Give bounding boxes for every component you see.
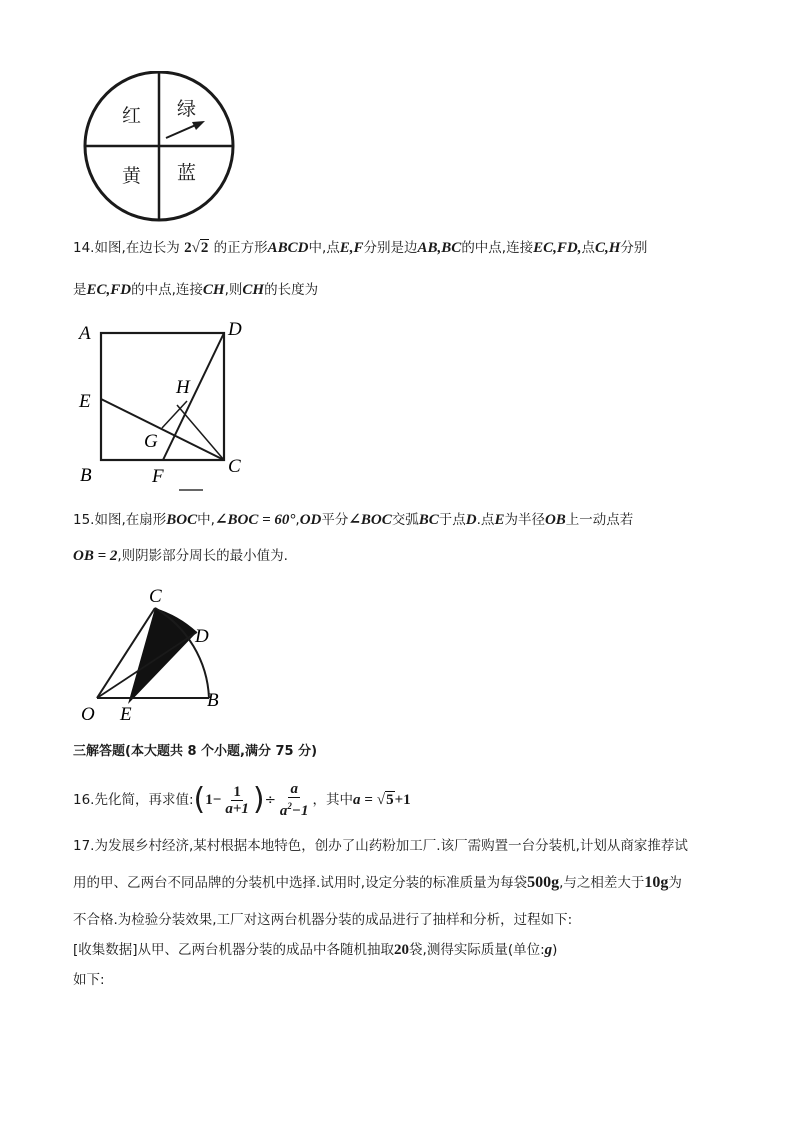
q14-line-2: 是EC,FD的中点,连接CH,则CH的长度为 bbox=[73, 282, 319, 298]
segment-fd bbox=[163, 333, 224, 460]
segment-ch bbox=[177, 405, 224, 460]
label-b: B bbox=[207, 690, 219, 711]
label-c: C bbox=[228, 456, 241, 477]
q15-line-2: OB = 2,则阴影部分周长的最小值为. bbox=[73, 548, 288, 564]
section3-heading: 三解答题(本大题共 8 个小题,满分 75 分) bbox=[73, 744, 318, 759]
q17-line-2: 用的甲、乙两台不同品牌的分装机中选择.试用时,设定分装的标准质量为每袋500g,与之相差大于10g为 bbox=[73, 874, 682, 891]
label-d: D bbox=[195, 626, 209, 647]
sector-figure bbox=[73, 580, 243, 730]
shaded-region bbox=[128, 608, 197, 704]
square-abcd bbox=[101, 333, 224, 460]
q17-line-4: [收集数据]从甲、乙两台机器分装的成品中各随机抽取20袋,测得实际质量(单位:g) bbox=[73, 942, 558, 958]
sector-red-label: 红 bbox=[122, 105, 142, 127]
segment-gh bbox=[162, 401, 187, 428]
spinner-arrow-head bbox=[192, 121, 205, 130]
q17-line-1: 17.为发展乡村经济,某村根据本地特色，创办了山药粉加工厂.该厂需购置一台分装机,计划从商家推荐试 bbox=[73, 838, 688, 854]
spinner-arrow bbox=[166, 124, 198, 138]
square-figure bbox=[73, 315, 283, 495]
spinner-figure bbox=[78, 71, 242, 223]
label-c: C bbox=[149, 586, 162, 607]
q16-line: 16. 先化简，再求值: ( 1 − $\frac{1}{a+1}$ ) ÷ $\frac{a}{a^2-1}$ ，其中 a = √5 +1 bbox=[73, 781, 411, 819]
label-d: D bbox=[228, 319, 242, 340]
label-o: O bbox=[81, 704, 95, 725]
q17-line-3: 不合格.为检验分装效果,工厂对这两台机器分装的成品进行了抽样和分析，过程如下: bbox=[73, 912, 573, 928]
segment-ec bbox=[101, 399, 224, 460]
label-g: G bbox=[144, 431, 158, 452]
q14-line-1: 14.如图,在边长为 2√2 的正方形ABCD中,点E,F分别是边AB,BC的中点,连接EC,FD,点C,H分别 bbox=[73, 240, 648, 256]
q17-number: 17. bbox=[73, 838, 95, 854]
fraction-2: $\frac{a}{a^2-1}$ bbox=[279, 781, 309, 819]
q15-number: 15. bbox=[73, 512, 95, 528]
fraction-1: $\frac{1}{a+1}$ bbox=[225, 783, 249, 817]
q17-line-5: 如下: bbox=[73, 972, 105, 988]
q14-number: 14. bbox=[73, 240, 95, 256]
q15-line-1: 15.如图,在扇形BOC中,∠BOC = 60°,OD平分∠BOC交弧BC于点D.点E为半径OB上一动点若 bbox=[73, 512, 634, 528]
label-e: E bbox=[79, 391, 91, 412]
label-f: F bbox=[152, 466, 164, 487]
q16-number: 16. bbox=[73, 792, 95, 808]
label-b: B bbox=[80, 465, 92, 486]
side-length: 2√2 bbox=[184, 240, 209, 256]
sector-blue-label: 蓝 bbox=[177, 162, 197, 184]
sector-yellow-label: 黄 bbox=[122, 165, 142, 187]
label-a: A bbox=[79, 323, 91, 344]
label-e: E bbox=[120, 704, 132, 725]
sector-green-label: 绿 bbox=[177, 98, 197, 120]
label-h: H bbox=[176, 377, 190, 398]
